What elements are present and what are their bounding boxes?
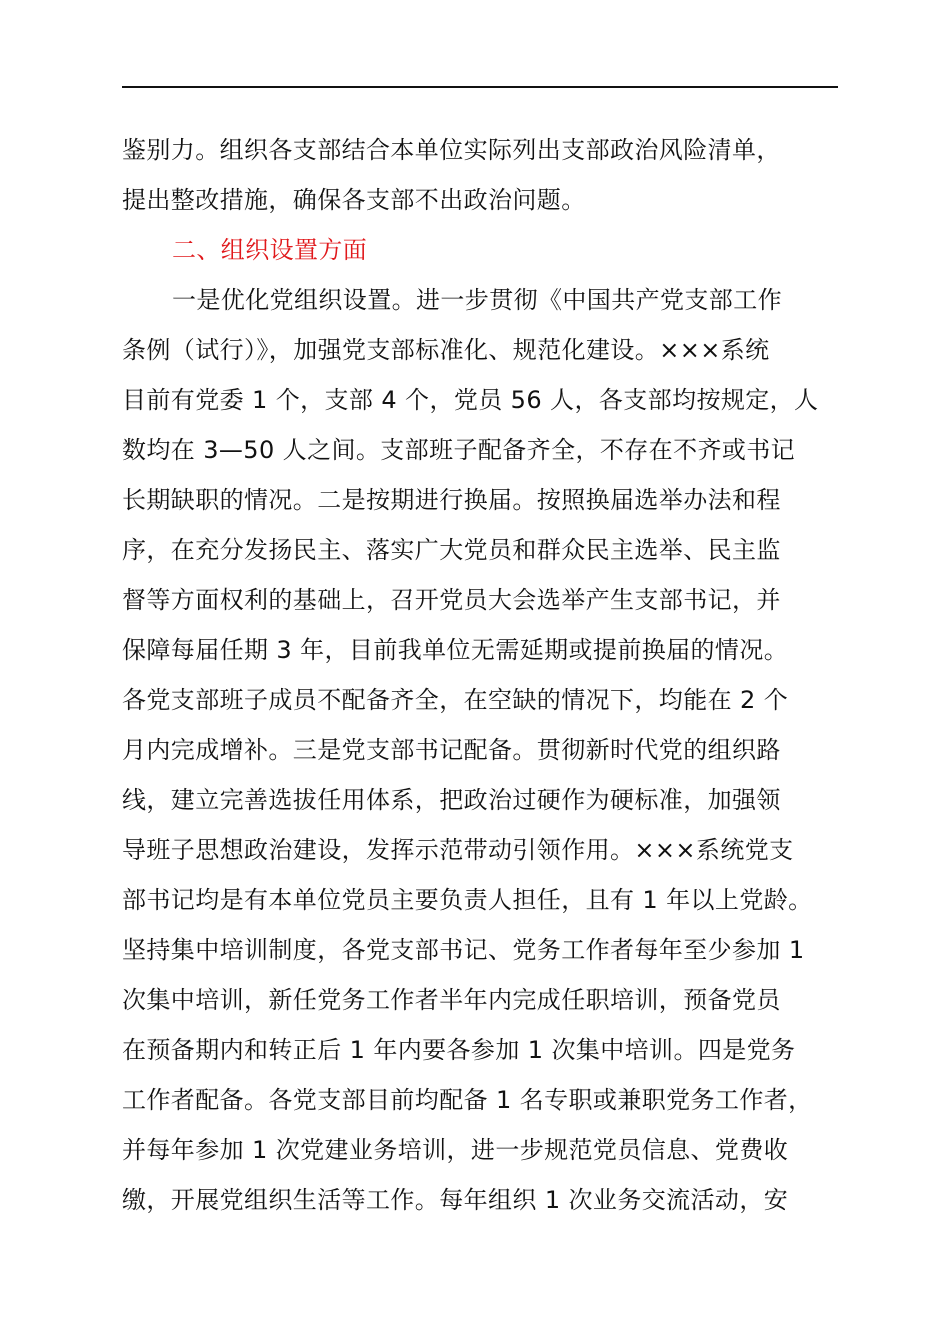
body-line: 部书记均是有本单位党员主要负责人担任，且有 1 年以上党龄。 — [122, 886, 813, 914]
body-line: 月内完成增补。三是党支部书记配备。贯彻新时代党的组织路 — [122, 736, 781, 764]
body-line: 保障每届任期 3 年，目前我单位无需延期或提前换届的情况。 — [122, 636, 789, 664]
body-line: 次集中培训，新任党务工作者半年内完成任职培训，预备党员 — [122, 986, 781, 1014]
header-rule — [122, 86, 838, 88]
body-line: 缴，开展党组织生活等工作。每年组织 1 次业务交流活动，安 — [122, 1186, 789, 1214]
body-line: 鉴别力。组织各支部结合本单位实际列出支部政治风险清单， — [122, 136, 781, 164]
body-line: 提出整改措施，确保各支部不出政治问题。 — [122, 186, 586, 214]
body-line: 导班子思想政治建设，发挥示范带动引领作用。×××系统党支 — [122, 836, 794, 864]
body-line: 各党支部班子成员不配备齐全，在空缺的情况下，均能在 2 个 — [122, 686, 789, 714]
body-line: 督等方面权利的基础上，召开党员大会选举产生支部书记，并 — [122, 586, 781, 614]
section-heading: 二、组织设置方面 — [172, 236, 368, 264]
body-line: 在预备期内和转正后 1 年内要各参加 1 次集中培训。四是党务 — [122, 1036, 796, 1064]
body-line: 目前有党委 1 个，支部 4 个，党员 56 人，各支部均按规定，人 — [122, 386, 819, 414]
body-line: 线，建立完善选拔任用体系，把政治过硬作为硬标准，加强领 — [122, 786, 781, 814]
body-line: 工作者配备。各党支部目前均配备 1 名专职或兼职党务工作者， — [122, 1086, 813, 1114]
body-line: 坚持集中培训制度，各党支部书记、党务工作者每年至少参加 1 — [122, 936, 805, 964]
body-line: 一是优化党组织设置。进一步贯彻《中国共产党支部工作 — [172, 286, 782, 314]
body-line: 数均在 3—50 人之间。支部班子配备齐全，不存在不齐或书记 — [122, 436, 796, 464]
body-line: 长期缺职的情况。二是按期进行换届。按照换届选举办法和程 — [122, 486, 781, 514]
body-line: 并每年参加 1 次党建业务培训，进一步规范党员信息、党费收 — [122, 1136, 789, 1164]
body-line: 条例（试行）》，加强党支部标准化、规范化建设。×××系统 — [122, 336, 770, 364]
body-line: 序，在充分发扬民主、落实广大党员和群众民主选举、民主监 — [122, 536, 781, 564]
